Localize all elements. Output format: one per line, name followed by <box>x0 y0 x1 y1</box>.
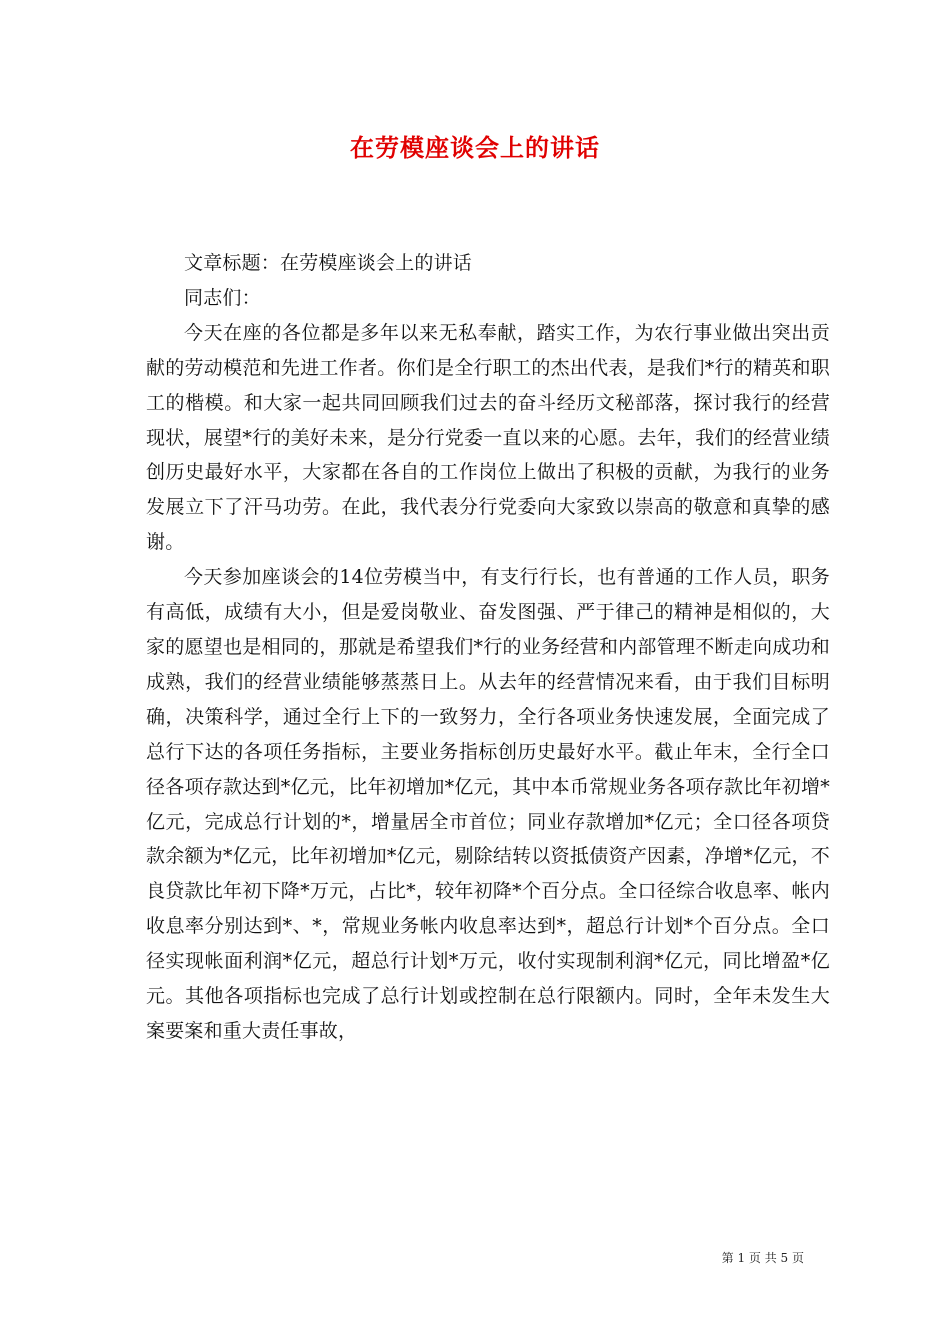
paragraph: 今天在座的各位都是多年以来无私奉献，踏实工作，为农行事业做出突出贡献的劳动模范和先进工作者。你们是全行职工的杰出代表，是我们*行的精英和职工的楷模。和大家一起共同回顾我们过去的奋斗经历文秘部落，探讨我行的经营现状，展望*行的美好未来，是分行党委一直以来的心愿。去年，我们的经营业绩创历史最好水平，大家都在各自的工作岗位上做出了积极的贡献，为我行的业务发展立下了汗马功劳。在此，我代表分行党委向大家致以崇高的敬意和真挚的感谢。 <box>146 321 830 554</box>
paragraph: 今天参加座谈会的14位劳模当中，有支行行长，也有普通的工作人员，职务有高低，成绩有大小，但是爱岗敬业、奋发图强、严于律己的精神是相似的，大家的愿望也是相同的，那就是希望我们*行的业务经营和内部管理不断走向成功和成熟，我们的经营业绩能够蒸蒸日上。从去年的经营情况来看，由于我们目标明确，决策科学，通过全行上下的一致努力，全行各项业务快速发展，全面完成了总行下达的各项任务指标，主要业务指标创历史最好水平。截止年末，全行全口径各项存款达到*亿元，比年初增加*亿元，其中本币常规业务各项存款比年初增*亿元，完成总行计划的*，增量居全市首位；同业存款增加*亿元；全口径各项贷款余额为*亿元，比年初增加*亿元，剔除结转以资抵债资产因素，净增*亿元，不良贷款比年初下降*万元，占比*，较年初降*个百分点。全口径综合收息率、帐内收息率分别达到*、*，常规业务帐内收息率达到*，超总行计划*个百分点。全口径实现帐面利润*亿元，超总行计划*万元，收付实现制利润*亿元，同比增盈*亿元。其他各项指标也完成了总行计划或控制在总行限额内。同时，全年未发生大案要案和重大责任事故， <box>146 566 830 1042</box>
article-title-line: 文章标题：在劳模座谈会上的讲话 <box>184 252 473 274</box>
document-body <box>146 246 830 1049</box>
page-number: 第 1 页 共 5 页 <box>721 1251 804 1265</box>
page-title: 在劳模座谈会上的讲话 <box>350 133 600 162</box>
salutation: 同志们： <box>184 286 261 309</box>
